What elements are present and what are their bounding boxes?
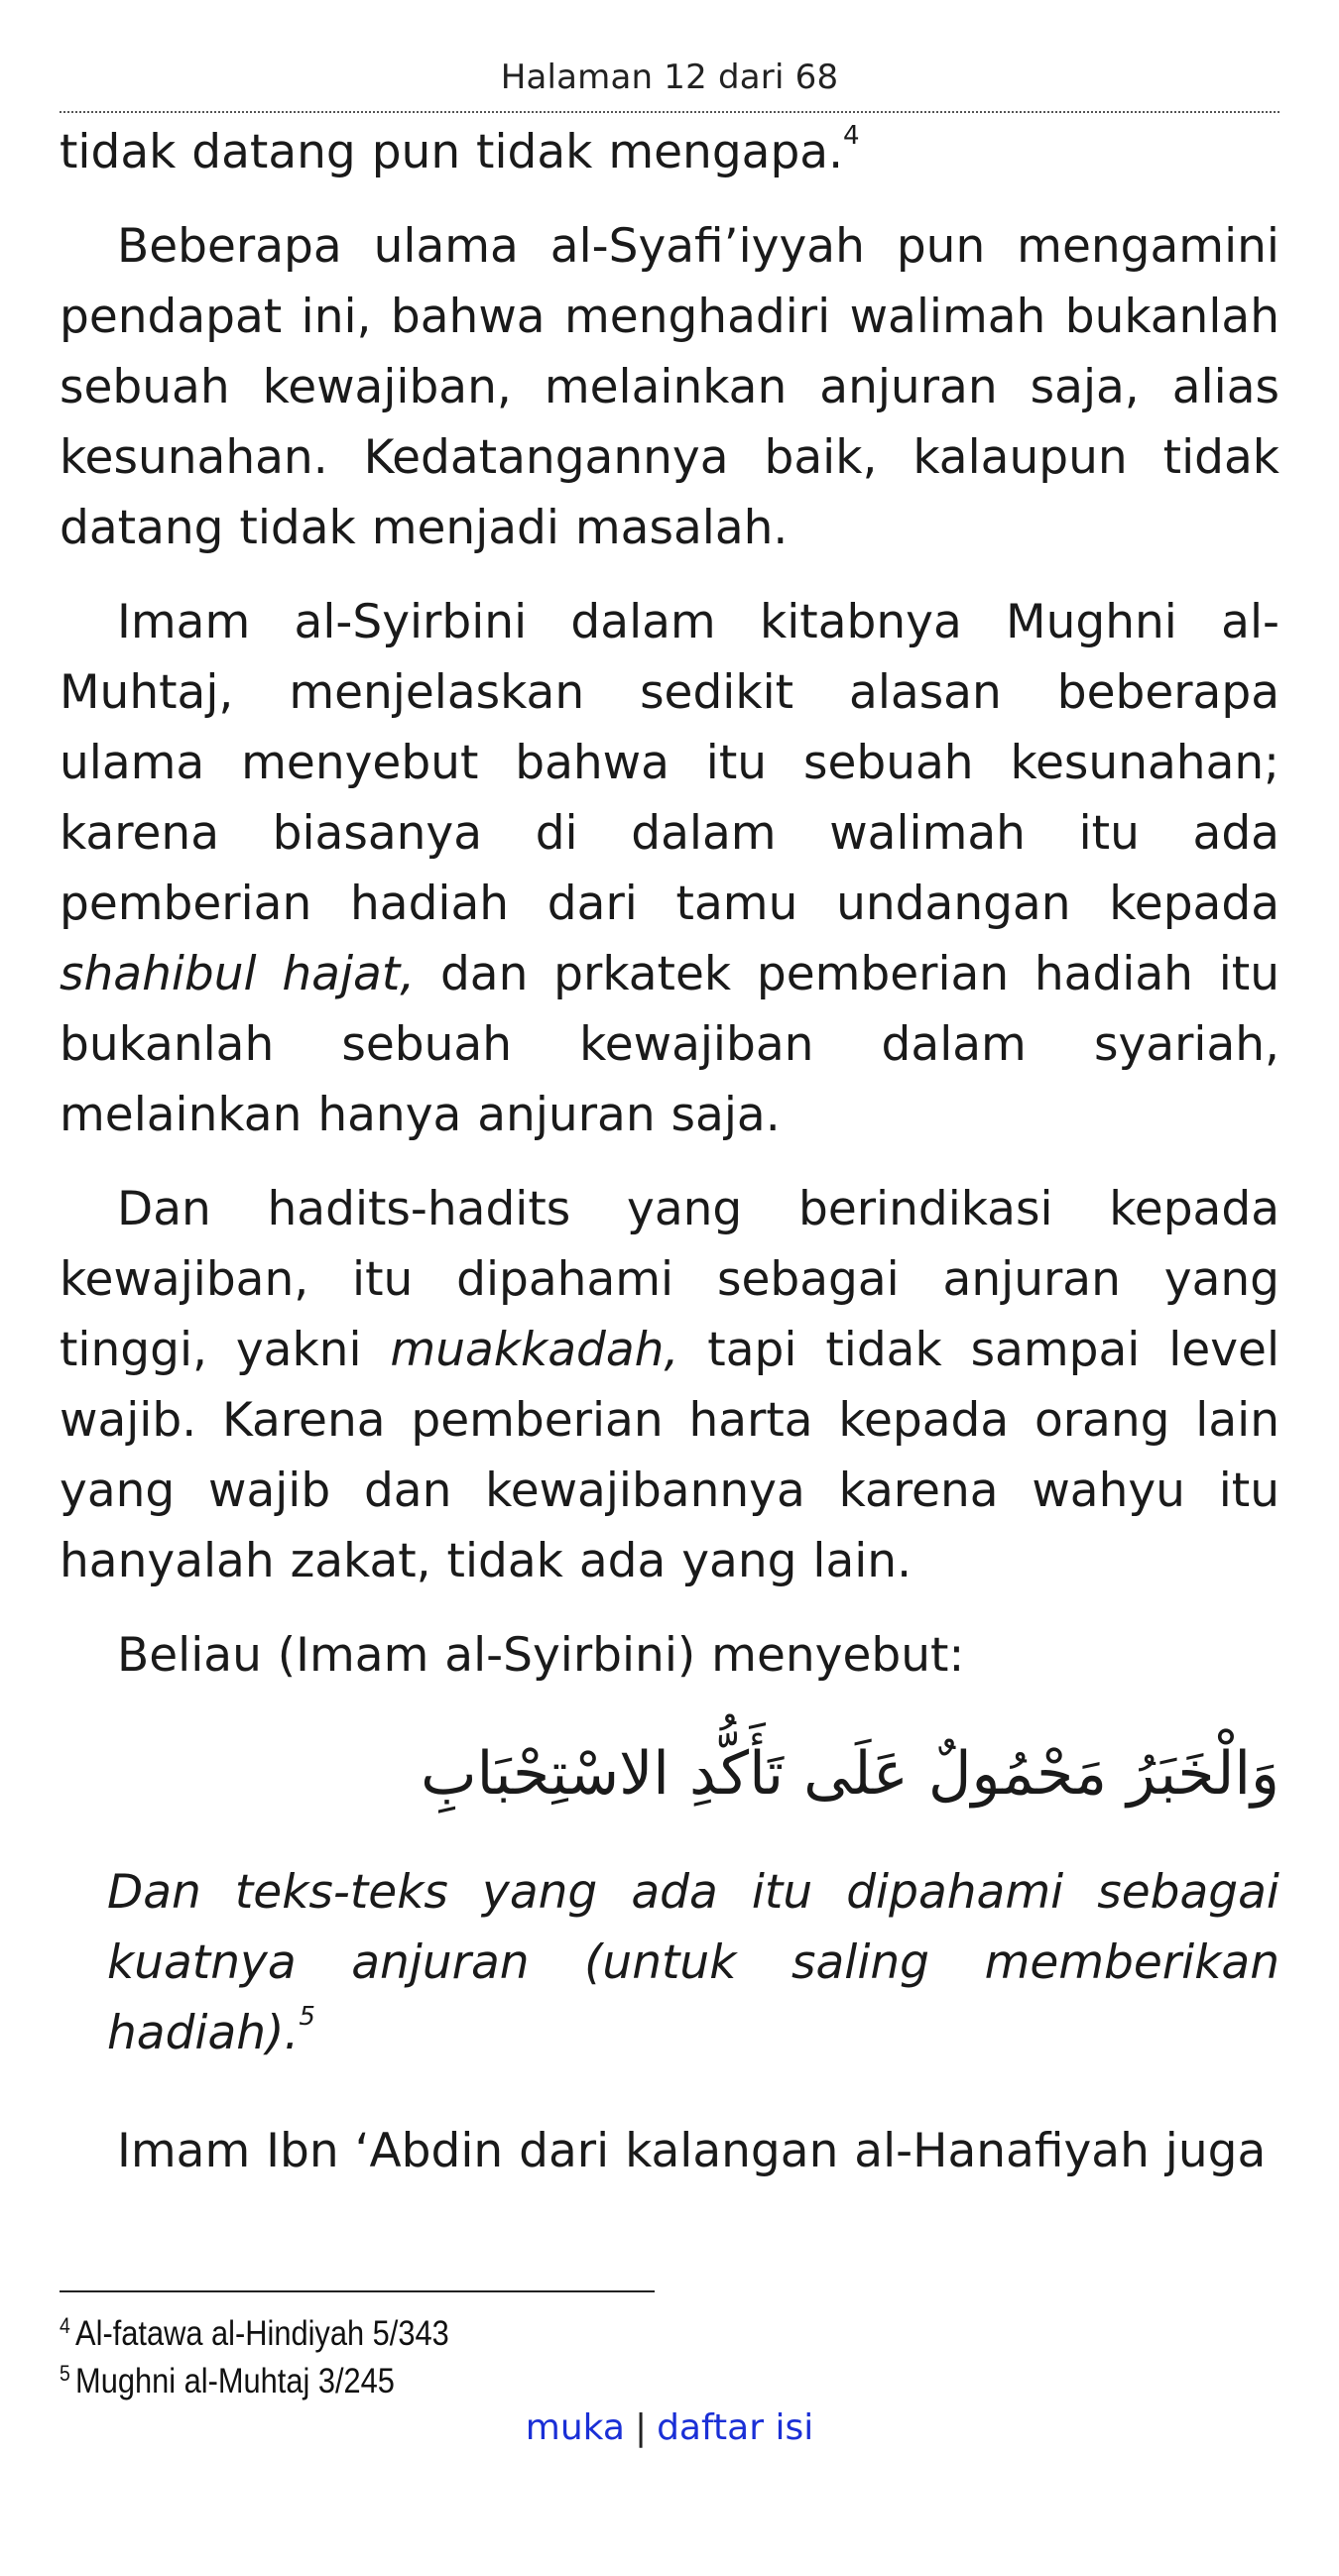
table-of-contents-link[interactable]: daftar isi <box>657 2407 814 2448</box>
paragraph: Beliau (Imam al-Syirbini) menyebut: <box>117 1628 965 1683</box>
arabic-quote: وَالْخَبَرُ مَحْمُولٌ عَلَى تَأَكُّدِ الاسْتِحْبَابِ <box>421 1739 1279 1809</box>
paragraph: Imam Ibn ‘Abdin dari kalangan al-Hanafiyah juga <box>117 2124 1267 2178</box>
footnotes <box>60 2310 932 2405</box>
footnote-text: Al-fatawa al-Hindiyah 5/343 <box>75 2314 449 2353</box>
paragraph-continued <box>60 117 1279 187</box>
footnote-item <box>60 2310 932 2358</box>
paragraph-text: tidak datang pun tidak mengapa. <box>60 125 844 179</box>
footnote-item <box>60 2358 932 2405</box>
footnote-text: Mughni al-Muhtaj 3/245 <box>75 2362 395 2400</box>
paragraph <box>60 587 1279 1150</box>
italic-term: shahibul hajat, <box>60 947 416 1001</box>
translation-text: Dan teks-teks yang ada itu dipahami sebagai kuatnya anjuran (untuk saling memberikan hadiah). <box>107 1865 1279 2060</box>
paragraph-text: Dan hadits-hadits yang berindikasi kepada kewajiban, itu dipahami sebagai anjuran yang tinggi, yakni <box>60 1182 1279 1377</box>
paragraph <box>60 1174 1279 1596</box>
italic-term: muakkadah, <box>390 1323 679 1377</box>
footnote-divider <box>60 2290 655 2292</box>
home-link[interactable]: muka <box>525 2407 625 2448</box>
page-number-header: Halaman 12 dari 68 <box>500 58 839 97</box>
main-text <box>60 117 1279 2210</box>
footnote-ref[interactable]: 5 <box>299 2002 315 2032</box>
nav-separator: | <box>634 2407 648 2448</box>
footnote-ref[interactable]: 4 <box>843 121 860 151</box>
footer-navigation <box>0 2407 1339 2448</box>
paragraph-text: tapi tidak sampai level wajib. Karena pemberian harta kepada orang lain yang wajib dan kewajibannya karena wahyu itu hanyalah zakat, tidak ada yang lain. <box>60 1323 1279 1588</box>
paragraph-text: dan prkatek pemberian hadiah itu bukanlah sebuah kewajiban dalam syariah, melainkan hanya anjuran saja. <box>60 947 1280 1142</box>
header-divider <box>60 111 1279 113</box>
translation-quote <box>107 1857 1279 2068</box>
paragraph-text: Imam al-Syirbini dalam kitabnya Mughni al-Muhtaj, menjelaskan sedikit alasan beberapa ulama menyebut bahwa itu sebuah kesunahan; karena biasanya di dalam walimah itu ada pemberian hadiah dari tamu undangan kepada <box>60 595 1279 931</box>
footnote-number: 4 <box>60 2313 70 2338</box>
paragraph: Beberapa ulama al-Syafi’iyyah pun mengamini pendapat ini, bahwa menghadiri walimah bukanlah sebuah kewajiban, melainkan anjuran saja, alias kesunahan. Kedatangannya baik, kalaupun tidak datang tidak menjadi masalah. <box>60 219 1279 555</box>
footnote-number: 5 <box>60 2361 70 2386</box>
